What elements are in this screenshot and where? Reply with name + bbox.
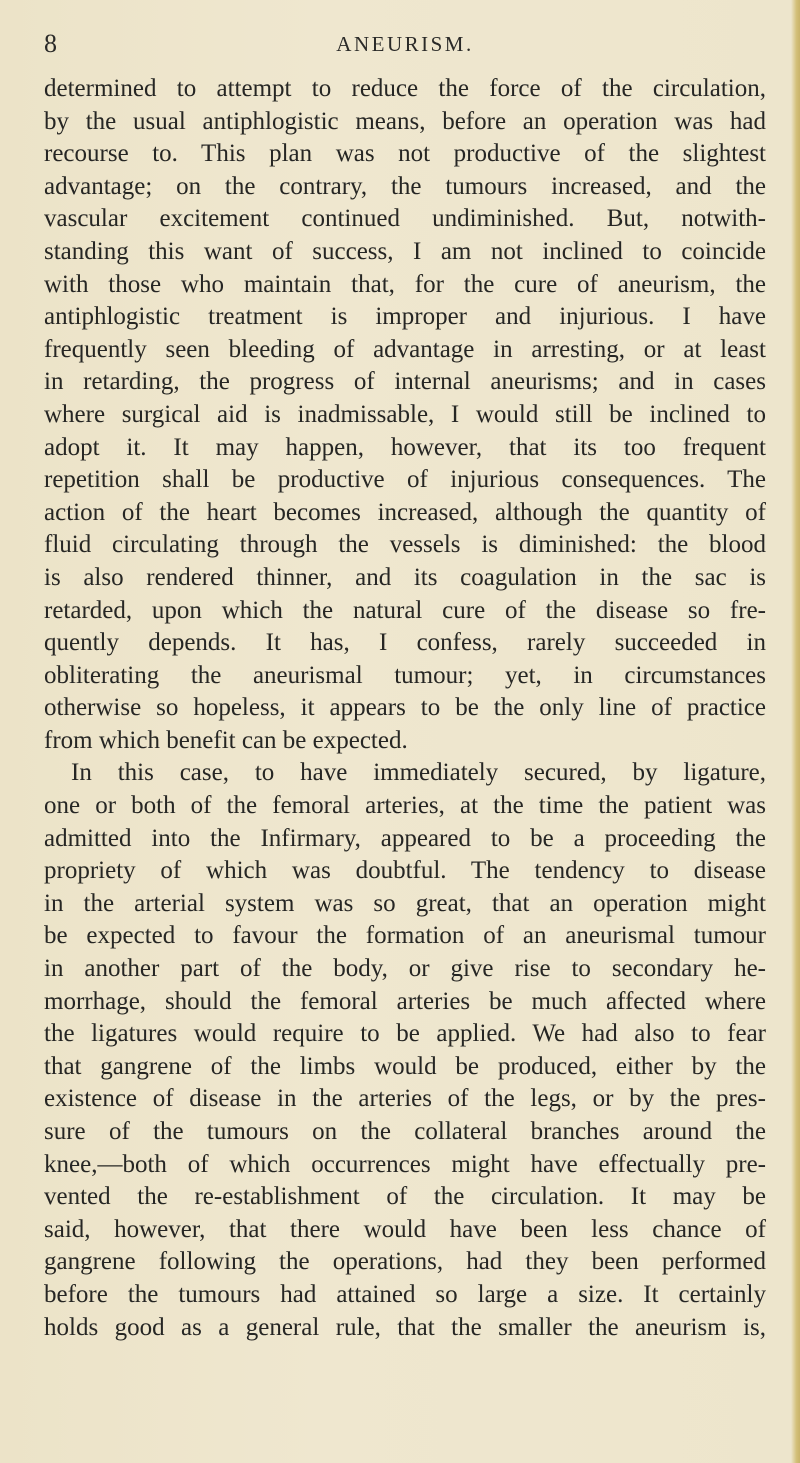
text-line: be expected to favour the formation of an aneurismal tumour [44,922,766,950]
text-line: vascular excitement continued undiminished. But, notwith- [44,205,766,233]
paragraph-end-line: from which benefit can be expected. [44,726,408,754]
text-line: before the tumours had attained so large a size. It certainly [44,1280,766,1308]
running-head: ANEURISM. [336,32,474,56]
text-line: where surgical aid is inadmissable, I would still be inclined to [44,400,766,428]
body-text [44,73,766,1344]
text-line: adopt it. It may happen, however, that its too frequent [44,433,766,461]
text-line: is also rendered thinner, and its coagulation in the sac is [44,563,766,591]
text-line: in retarding, the progress of internal aneurisms; and in cases [44,368,766,396]
text-line: determined to attempt to reduce the force of the circulation, [44,75,766,102]
text-line: with those who maintain that, for the cure of aneurism, the [44,270,766,298]
text-line: retarded, upon which the natural cure of the disease so fre- [44,596,766,624]
text-line: repetition shall be productive of injurious consequences. The [44,466,766,494]
text-line: otherwise so hopeless, it appears to be the only line of practice [44,694,766,722]
text-line: morrhage, should the femoral arteries be much affected where [44,987,766,1015]
text-line: said, however, that there would have been less chance of [44,1215,766,1243]
text-line: knee,—both of which occurrences might have effectually pre- [44,1150,766,1178]
text-line: standing this want of success, I am not inclined to coincide [44,237,766,265]
text-line: gangrene following the operations, had they been performed [44,1248,766,1276]
text-line: action of the heart becomes increased, although the quantity of [44,498,766,526]
text-line: vented the re-establishment of the circulation. It may be [44,1183,766,1211]
text-line: one or both of the femoral arteries, at the time the patient was [44,792,766,820]
paragraph-first-line: In this case, to have immediately secured, by ligature, [71,759,766,787]
text-line: by the usual antiphlogistic means, before an operation was had [44,107,766,135]
text-line: obliterating the aneurismal tumour; yet, in circumstances [44,661,766,689]
text-line: frequently seen bleeding of advantage in arresting, or at least [44,335,766,363]
text-line: existence of disease in the arteries of the legs, or by the pres- [44,1085,766,1113]
text-line: in the arterial system was so great, that an operation might [44,889,766,917]
text-line: recourse to. This plan was not productive of the slightest [44,140,766,168]
page-header [44,24,766,64]
text-line: that gangrene of the limbs would be produced, either by the [44,1052,766,1080]
text-line: the ligatures would require to be applied. We had also to fear [44,1020,766,1048]
text-line: propriety of which was doubtful. The tendency to disease [44,857,766,885]
text-line: in another part of the body, or give rise to secondary he- [44,955,766,983]
text-line: admitted into the Infirmary, appeared to be a proceeding the [44,824,766,852]
text-line: holds good as a general rule, that the smaller the aneurism is, [44,1313,766,1341]
text-line: quently depends. It has, I confess, rarely succeeded in [44,629,766,657]
text-line: fluid circulating through the vessels is diminished: the blood [44,531,766,559]
text-line: sure of the tumours on the collateral branches around the [44,1118,766,1145]
page-number: 8 [44,29,57,58]
text-line: advantage; on the contrary, the tumours increased, and the [44,172,766,200]
page-edge [791,0,800,1463]
text-line: antiphlogistic treatment is improper and injurious. I have [44,303,766,331]
